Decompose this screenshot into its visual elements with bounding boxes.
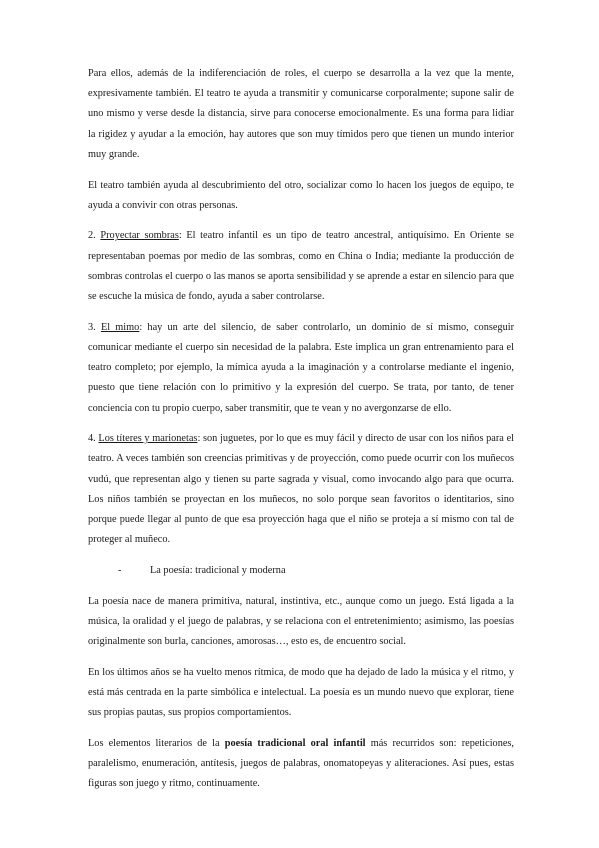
paragraph-poesia-origen: La poesía nace de manera primitiva, natural, instintiva, etc., aunque como un juego. Está ligada a la música, la oralidad y el juego de palabras, y se relaciona con el entretenimiento; asimismo, las poesías originalmente son burla, canciones, amorosas…, esto es, de encuentro social. [88, 595, 514, 648]
paragraph-text: : hay un arte del silencio, de saber controlarlo, un dominio de sí mismo, conseguir comunicar mediante el cuerpo sin necesidad de la palabra. Este implica un gran entrenamiento para el teatro completo; por ejemplo, la mímica ayuda a la imaginación y a controlarse mediante el ingenio, puesto que tiene relación con lo primitivo y la expresión del cuerpo. Se trata, por tanto, de tener conciencia con tu propio cuerpo, saber transmitir, que te vean y no avergonzarse de ello. [88, 321, 515, 414]
item-number: 3. [88, 321, 101, 333]
paragraph-text: más recurridos son: repeticiones, paralelismo, enumeración, antítesis, juegos de palabras, onomatopeyas y aliteraciones. Así pues, estas figuras son juego y ritmo, continuamente. [88, 737, 515, 790]
paragraph-proyectar-sombras [88, 226, 514, 307]
paragraph-poesia-actual: En los últimos años se ha vuelto menos rítmica, de modo que ha dejado de lado la música y el ritmo, y está más centrada en la parte simbólica e intelectual. La poesía es un mundo nuevo que explorar, tiene sus propias pautas, sus propios comportamientos. [88, 666, 514, 719]
bullet-text: La poesía: tradicional y moderna [150, 564, 286, 576]
item-number: 4. [88, 433, 99, 445]
bullet-dash: - [118, 564, 122, 576]
paragraph-elementos-literarios [88, 734, 514, 795]
term-titeres-marionetas: Los títeres y marionetas [98, 433, 198, 445]
item-number: 2. [88, 230, 101, 242]
paragraph-roles-body: Para ellos, además de la indiferenciación de roles, el cuerpo se desarrolla a la vez que la mente, expresivamente también. El teatro te ayuda a transmitir y comunicarse corporalmente; supone salir de uno mismo y verse desde la distancia, sirve para conocerse emocionalmente. Es una forma para lidiar la rigidez y ayudar a la emoción, hay autores que son muy tímidos pero que tienen un mundo interior muy grande. [88, 68, 514, 160]
document-body [88, 64, 514, 805]
paragraph-teatro-social: El teatro también ayuda al descubrimiento del otro, socializar como lo hacen los juegos de equipo, te ayuda a convivir con otras personas. [88, 179, 514, 211]
term-proyectar-sombras: Proyectar sombras [100, 230, 179, 242]
term-el-mimo: El mimo [100, 321, 140, 333]
paragraph-titeres-marionetas [88, 429, 514, 550]
paragraph-text: Los elementos literarios de la [88, 737, 225, 749]
bullet-poesia-heading [88, 561, 514, 581]
paragraph-el-mimo [88, 318, 514, 419]
paragraph-text: : son juguetes, por lo que es muy fácil y directo de usar con los niños para el teatro. A veces también son creencias primitivas y de proyección, como puede ocurrir con los muñecos vudú, que representan algo y tienen su parte sagrada y visual, como invocando algo para que ocurra. Los niños también se proyectan en los muñecos, no solo porque sean favoritos o identitarios, sino porque puede llegar al punto de que esa proyección haga que el niño se proteja a sí mismo con tal de proteger al muñeco. [88, 433, 514, 546]
paragraph-text: : El teatro infantil es un tipo de teatro ancestral, antiquísimo. En Oriente se representaban poemas por medio de las sombras, como en China o India; mediante la producción de sombras controlas el cuerpo o las manos se aporta sensibilidad y se aprende a estar en silencio para que se escuche la música de fondo, ayuda a saber controlarse. [88, 230, 514, 303]
term-poesia-tradicional: poesía tradicional oral infantil [224, 737, 366, 749]
